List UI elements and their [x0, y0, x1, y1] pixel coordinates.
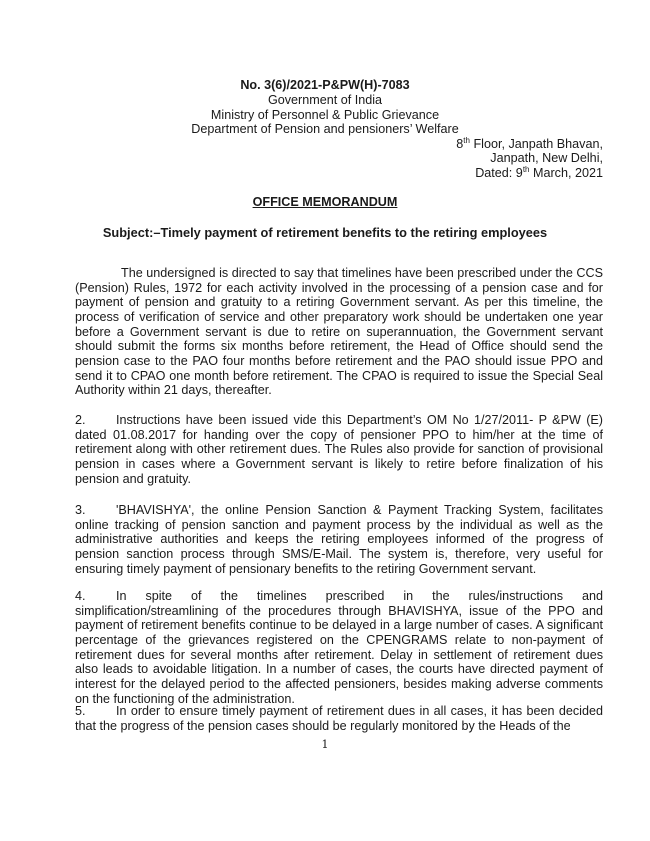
paragraph-text: In spite of the timelines prescribed in the rules/instructions and simplification/streamlining of the procedures through BHAVISHYA, issue of the PPO and payment of retirement benefits continue to be delayed in a large number of cases. A significant percentage of the grievances registered on the CPENGRAMS relate to non-payment of retirement dues for several months after retirement. Delay in settlement of retirement dues also leads to avoidable litigation. In a number of cases, the courts have directed payment of interest for the delayed period to the affected pensioners, besides making adverse comments on the functioning of the administration. — [75, 589, 603, 706]
paragraph-text: In order to ensure timely payment of retirement dues in all cases, it has been decided that the progress of the pension cases should be regularly monitored by the Heads of the — [75, 704, 603, 733]
paragraph-number: 2. — [75, 413, 86, 427]
date-ordinal: th — [522, 164, 530, 174]
header-department: Department of Pension and pensioners’ Welfare — [191, 122, 459, 136]
paragraph-5 — [75, 704, 603, 733]
paragraph-3 — [75, 503, 603, 576]
floor-ordinal: th — [463, 135, 470, 145]
paragraph-number: 5. — [75, 704, 86, 718]
date-line — [475, 166, 603, 181]
paragraph-text: The undersigned is directed to say that timelines have been prescribed under the CCS (Pension) Rules, 1972 for each activity involved in the processing of a pension case and for payment of pension and gratuity to a retiring Government servant. As per this timeline, the process of verification of service and other preparatory work should be undertaken one year before a Government servant is due to retire on superannuation, the Government servant should submit the forms six months before retirement, the Head of Office should send the pension case to the PAO four months before retirement and the PAO should issue PPO and send it to CPAO one month before retirement. The CPAO is required to issue the Special Seal Authority within 21 days, thereafter. — [75, 266, 603, 398]
address-city: Janpath, New Delhi, — [490, 151, 603, 165]
date-prefix: Dated: 9 — [475, 165, 523, 180]
memo-title: OFFICE MEMORANDUM — [252, 195, 398, 209]
paragraph-number: 4. — [75, 589, 86, 603]
paragraph-4 — [75, 589, 603, 706]
address-floor — [456, 137, 603, 152]
paragraph-1 — [75, 266, 603, 398]
date-month-year: March, 2021 — [529, 165, 603, 180]
page-number: 1 — [321, 738, 329, 751]
floor-building: Floor, Janpath Bhavan, — [469, 136, 603, 151]
paragraph-number: 3. — [75, 503, 86, 517]
reference-number: No. 3(6)/2021-P&PW(H)-7083 — [240, 78, 410, 92]
header-government: Government of India — [267, 93, 383, 107]
paragraph-text: Instructions have been issued vide this Department’s OM No 1/27/2011- P &PW (E) dated 01.08.2017 for handing over the copy of pensioner PPO to him/her at the time of retirement along with other retirement dues. The Rules also provide for sanction of provisional pension in cases where a Government servant is likely to retire before finalization of his pension and gratuity. — [75, 413, 603, 486]
header-ministry: Ministry of Personnel & Public Grievance — [210, 107, 440, 122]
paragraph-text: 'BHAVISHYA', the online Pension Sanction & Payment Tracking System, facilitates online tracking of pension sanction and payment process by the individual as well as the administrative authorities and keeps the retiring employees informed of the progress of pension sanction process through SMS/E-Mail. The system is, therefore, very useful for ensuring timely payment of pensionary benefits to the retiring Government servant. — [75, 503, 603, 576]
paragraph-2 — [75, 413, 603, 486]
memo-subject: Subject:–Timely payment of retirement benefits to the retiring employees — [102, 225, 548, 240]
floor-number: 8 — [456, 136, 464, 151]
